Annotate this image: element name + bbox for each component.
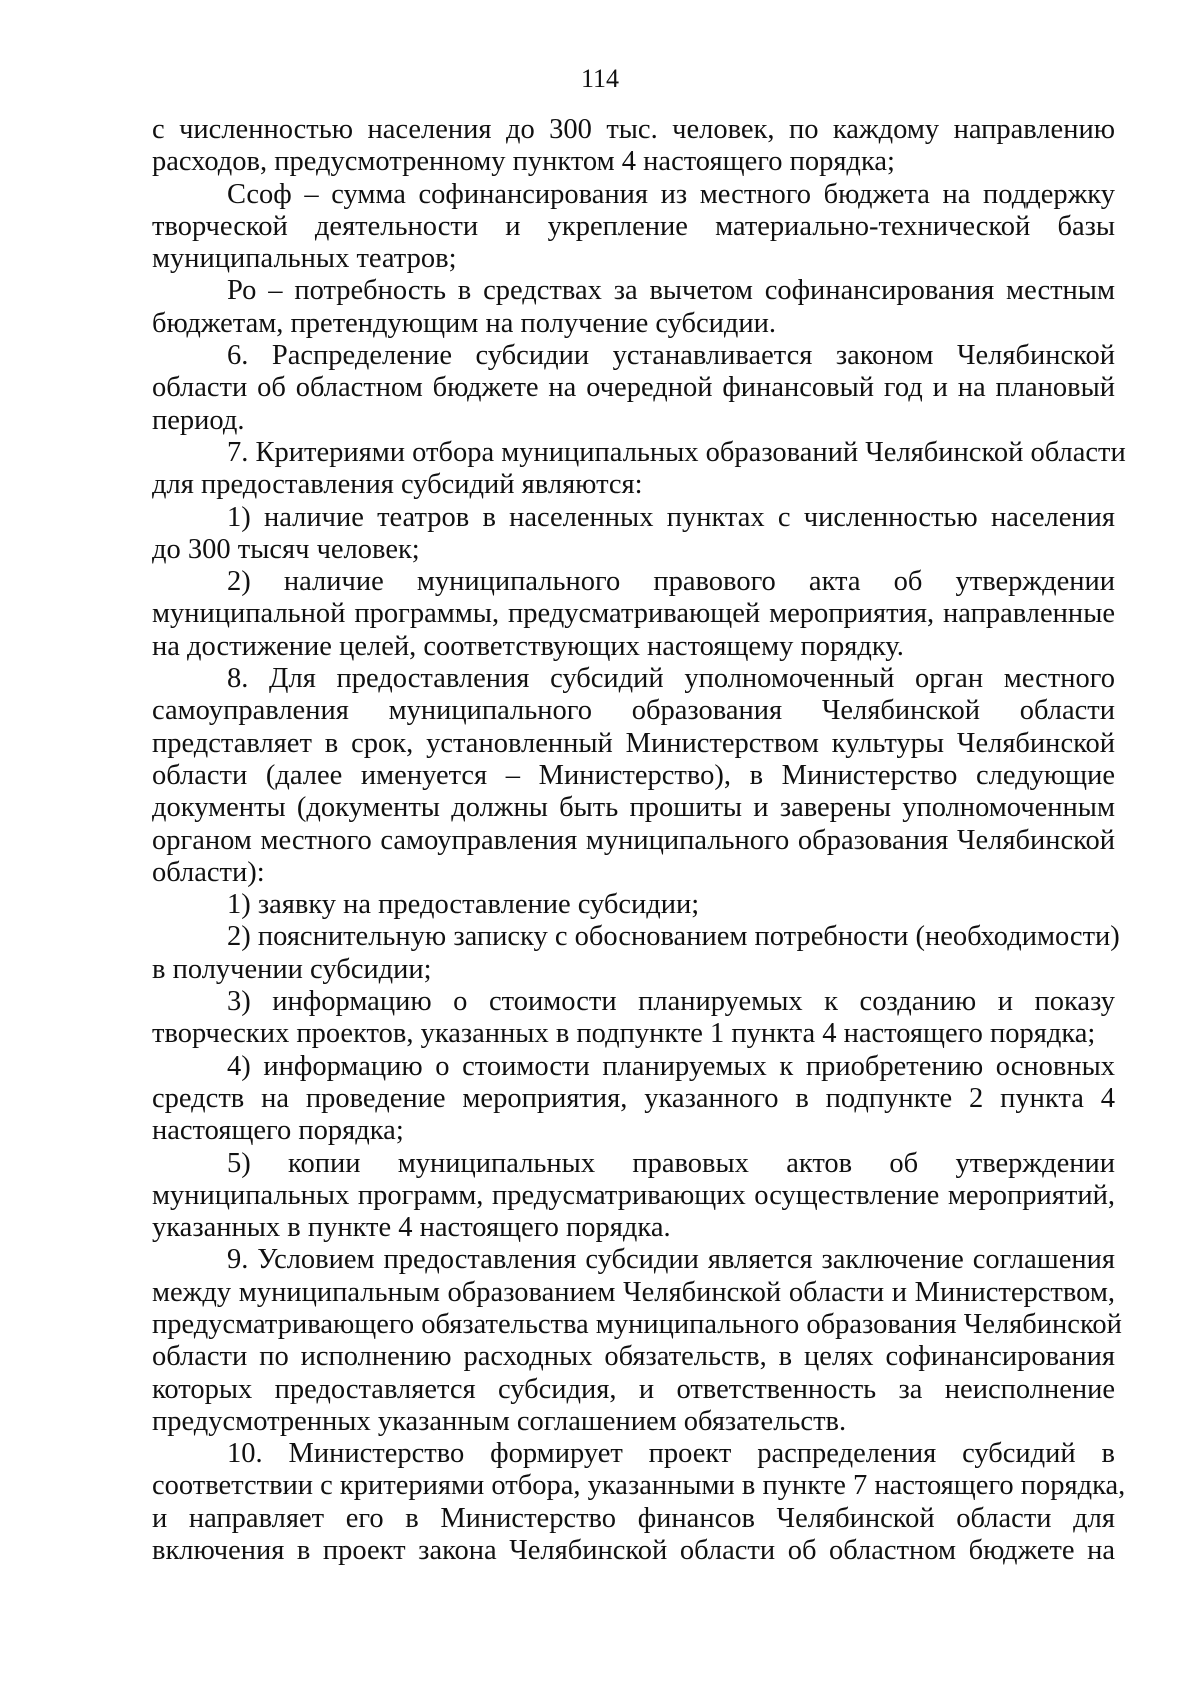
text-line: средств на проведение мероприятия, указанного в подпункте 2 пункта 4	[152, 1082, 1115, 1114]
text-line: 6. Распределение субсидии устанавливается законом Челябинской	[227, 340, 1115, 372]
text-line: на достижение целей, соответствующих настоящему порядку.	[152, 630, 904, 662]
text-line: 3) информацию о стоимости планируемых к созданию и показу	[227, 986, 1115, 1018]
text-line: 9. Условием предоставления субсидии является заключение соглашения	[227, 1244, 1115, 1276]
text-line: муниципальных театров;	[152, 243, 457, 275]
text-line: Ро – потребность в средствах за вычетом софинансирования местным	[227, 275, 1115, 307]
text-line: предусматривающего обязательства муниципального образования Челябинской	[152, 1308, 1122, 1340]
text-line: 4) информацию о стоимости планируемых к приобретению основных	[227, 1050, 1115, 1082]
text-line: 8. Для предоставления субсидий уполномоченный орган местного	[227, 663, 1115, 695]
text-line: настоящего порядка;	[152, 1115, 404, 1147]
text-line: органом местного самоуправления муниципального образования Челябинской	[152, 824, 1115, 856]
text-line: указанных в пункте 4 настоящего порядка.	[152, 1212, 671, 1244]
text-line: между муниципальным образованием Челябинской области и Министерством,	[152, 1276, 1115, 1308]
text-line: включения в проект закона Челябинской области об областном бюджете на	[152, 1535, 1115, 1567]
text-line: муниципальных программ, предусматривающих осуществление мероприятий,	[152, 1179, 1115, 1211]
text-line: соответствии с критериями отбора, указанными в пункте 7 настоящего порядка,	[152, 1470, 1126, 1502]
text-line: период.	[152, 404, 245, 436]
text-line: 5) копии муниципальных правовых актов об утверждении	[227, 1147, 1115, 1179]
text-line: Ссоф – сумма софинансирования из местного бюджета на поддержку	[227, 178, 1115, 210]
text-line: представляет в срок, установленный Министерством культуры Челябинской	[152, 727, 1115, 759]
text-line: предусмотренных указанным соглашением обязательств.	[152, 1405, 847, 1437]
text-line: области (далее именуется – Министерство), в Министерство следующие	[152, 759, 1115, 791]
text-line: области об областном бюджете на очередной финансовый год и на плановый	[152, 372, 1115, 404]
text-line: самоуправления муниципального образования Челябинской области	[152, 695, 1115, 727]
text-line: муниципальной программы, предусматривающей мероприятия, направленные	[152, 598, 1115, 630]
text-line: документы (документы должны быть прошиты и заверены уполномоченным	[152, 792, 1115, 824]
text-line: для предоставления субсидий являются:	[152, 469, 643, 501]
text-line: области):	[152, 856, 265, 888]
text-line: творческих проектов, указанных в подпункте 1 пункта 4 настоящего порядка;	[152, 1018, 1096, 1050]
text-line: и направляет его в Министерство финансов Челябинской области для	[152, 1502, 1115, 1534]
text-line: которых предоставляется субсидия, и ответственность за неисполнение	[152, 1373, 1115, 1405]
text-line: 7. Критериями отбора муниципальных образований Челябинской области	[227, 436, 1126, 468]
text-line: 2) пояснительную записку с обоснованием потребности (необходимости)	[227, 921, 1120, 953]
body-text	[152, 114, 1126, 1567]
text-line: области по исполнению расходных обязательств, в целях софинансирования	[152, 1341, 1115, 1373]
text-line: бюджетам, претендующим на получение субсидии.	[152, 307, 777, 339]
text-line: с численностью населения до 300 тыс. человек, по каждому направлению	[152, 114, 1115, 145]
text-line: 2) наличие муниципального правового акта об утверждении	[227, 566, 1115, 598]
text-line: 1) заявку на предоставление субсидии;	[227, 889, 700, 921]
text-line: расходов, предусмотренному пунктом 4 настоящего порядка;	[152, 146, 895, 178]
page-number: 114	[580, 64, 620, 93]
text-line: творческой деятельности и укрепление материально-технической базы	[152, 210, 1115, 242]
text-line: до 300 тысяч человек;	[152, 533, 420, 565]
text-line: в получении субсидии;	[152, 953, 432, 985]
text-line: 1) наличие театров в населенных пунктах с численностью населения	[227, 501, 1115, 533]
text-line: 10. Министерство формирует проект распределения субсидий в	[227, 1438, 1115, 1470]
